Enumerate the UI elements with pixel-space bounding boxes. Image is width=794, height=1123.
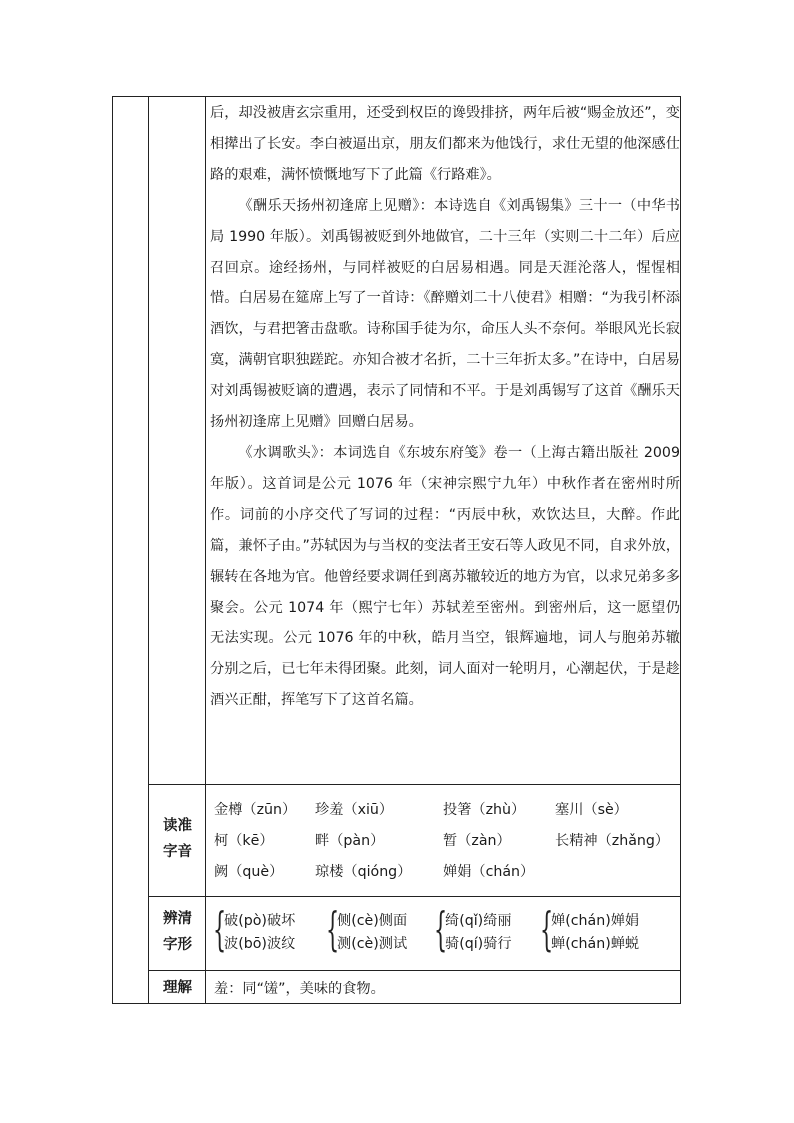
- pronunciation-label: 读准 字音: [163, 818, 192, 860]
- glyph-word: 测(cè)测试: [337, 936, 408, 952]
- glyph-word: 波(bō)波纹: [224, 936, 296, 952]
- glyph-word: 蝉(chán)蝉蜕: [551, 936, 640, 952]
- pinyin-item: 暂（zàn）: [443, 833, 511, 849]
- column-divider-right: [205, 96, 206, 1004]
- row-divider-3: [148, 970, 681, 971]
- glyph-word: 破(pò)破坏: [224, 913, 296, 929]
- pinyin-item: 投箸（zhù）: [443, 802, 526, 818]
- glyph-word: 绮(qǐ)绮丽: [445, 913, 512, 929]
- pinyin-item: 琼楼（qióng）: [315, 864, 412, 880]
- understand-label: 理解: [163, 980, 192, 996]
- left-brace-icon: {: [213, 902, 227, 956]
- glyph-word: 骑(qí)骑行: [445, 936, 512, 952]
- glyph-word: 婵(chán)婵娟: [551, 913, 640, 929]
- background-passage: [210, 98, 680, 716]
- left-brace-icon: {: [434, 902, 448, 956]
- pinyin-item: 金樽（zūn）: [214, 802, 297, 818]
- column-divider-left: [148, 96, 149, 1004]
- glyph-word: 侧(cè)侧面: [337, 913, 408, 929]
- passage-paragraph-1: 后，却没被唐玄宗重用，还受到权臣的谗毁排挤，两年后被“赐金放还”，变相撵出了长安。李白被逼出京，朋友们都来为他饯行，求仕无望的他深感仕路的艰难，满怀愤慨地写下了此篇《行路难》。: [210, 105, 680, 183]
- left-brace-icon: {: [540, 902, 554, 956]
- pinyin-item: 长精神（zhǎng）: [555, 833, 670, 849]
- pinyin-item: 阙（què）: [214, 864, 284, 880]
- pinyin-item: 塞川（sè）: [555, 802, 628, 818]
- understand-text: 羞：同“馐”，美味的食物。: [214, 981, 385, 997]
- left-brace-icon: {: [326, 902, 340, 956]
- pinyin-item: 婵娟（chán）: [443, 864, 535, 880]
- pinyin-item: 柯（kē）: [214, 833, 274, 849]
- glyph-label: 辨清 字形: [163, 911, 192, 953]
- passage-paragraph-3: 《水调歌头》：本词选自《东坡东府笺》卷一（上海古籍出版社 2009 年版）。这首词是公元 1076 年（宋神宗熙宁九年）中秋作者在密州时所作。词前的小序交代了写词的过程：“丙辰中秋，欢饮达旦，大醉。作此篇，兼怀子由。”苏轼因为与当权的变法者王安石等人政见不同，自求外放，辗转在各地为官。他曾经要求调任到离苏辙较近的地方为官，以求兄弟多多聚会。公元 1074 年（熙宁七年）苏轼差至密州。到密州后，这一愿望仍无法实现。公元 1076 年的中秋，皓月当空，银辉遍地，词人与胞弟苏辙分别之后，已七年未得团聚。此刻，词人面对一轮明月，心潮起伏，于是趁酒兴正酣，挥笔写下了这首名篇。: [210, 444, 680, 709]
- pinyin-item: 珍羞（xiū）: [315, 802, 394, 818]
- passage-paragraph-2: 《酬乐天扬州初逢席上见赠》：本诗选自《刘禹锡集》三十一（中华书局 1990 年版）。刘禹锡被贬到外地做官，二十三年（实则二十二年）后应召回京。途经扬州，与同样被贬的白居易相遇。同是天涯沦落人，惺惺相惜。白居易在筵席上写了一首诗：《醉赠刘二十八使君》相赠：“为我引杯添酒饮，与君把箸击盘歌。诗称国手徒为尔，命压人头不奈何。举眼风光长寂寞，满朝官职独蹉跎。亦知合被才名折，二十三年折太多。”在诗中，白居易对刘禹锡被贬谪的遭遇，表示了同情和不平。于是刘禹锡写了这首《酬乐天扬州初逢席上见赠》回赠白居易。: [210, 197, 680, 431]
- row-divider-1: [148, 784, 681, 785]
- pinyin-item: 畔（pàn）: [315, 833, 385, 849]
- row-divider-2: [148, 896, 681, 897]
